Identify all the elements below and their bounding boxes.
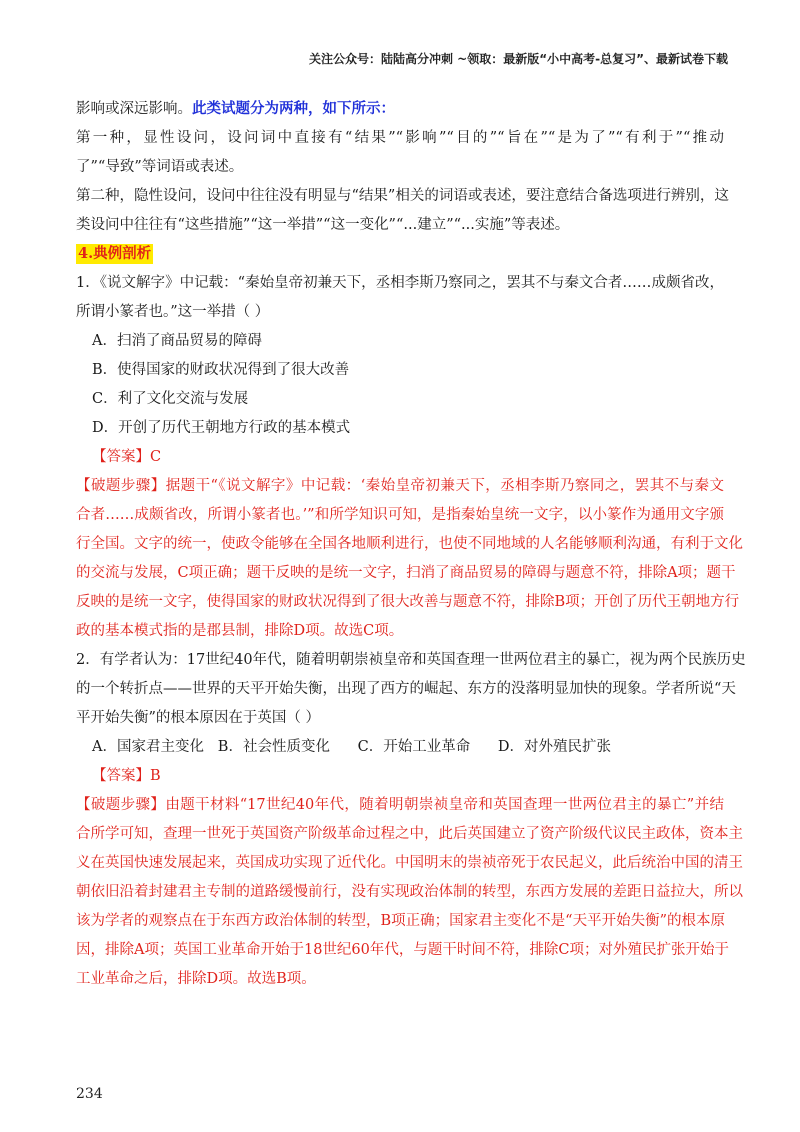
q1-option-d: D．开创了历代王朝地方行政的基本模式	[92, 420, 351, 436]
q2-explain-line-6: 因，排除A项；英国工业革命开始于18世纪60年代，与题干时间不符，排除C项；对外殖民扩张开始于	[76, 942, 729, 958]
q2-explain-line-3: 义在英国快速发展起来，英国成功实现了近代化。中国明末的崇祯帝死于农民起义，此后统治中国的清王	[76, 855, 743, 871]
q1-stem-line-2: 所谓小篆者也。”这一举措（ ）	[76, 304, 270, 320]
q1-option-a: A．扫消了商品贸易的障碍	[92, 333, 262, 349]
q1-explain-line-2: 合者……成颇省改，所谓小篆者也。’”和所学知识可知，是指秦始皇统一文字，以小篆作为通用文字颁	[76, 507, 724, 523]
section-title: 4.典例剖析	[78, 245, 152, 262]
q1-stem-line-1: 1．《说文解字》中记载：“秦始皇帝初兼天下，丞相李斯乃察同之，罢其不与秦文合者……成颇省改，	[76, 275, 724, 291]
second-type-line-1: 第二种，隐性设问，设问中往往没有明显与“结果”相关的词语或表述，要注意结合备选项进行辨别，这	[76, 188, 729, 204]
q2-stem-line-2: 的一个转折点——世界的天平开始失衡，出现了西方的崛起、东方的没落明显加快的现象。学者所说“天	[76, 681, 736, 697]
section-heading	[76, 240, 724, 269]
second-type-line-2: 类设问中往往有“这些措施”“这一举措”“这一变化”“...建立”“...实施”等表述。	[76, 217, 570, 233]
q1-option-b: B．使得国家的财政状况得到了很大改善	[92, 362, 350, 378]
intro-highlight-text: 此类试题分为两种，如下所示：	[192, 100, 395, 117]
q2-explain-line-4: 朝依旧沿着封建君主专制的道路缓慢前行，没有实现政治体制的转型，东西方发展的差距日益拉大，所以	[76, 884, 743, 900]
q2-stem-line-3: 平开始失衡”的根本原因在于英国（ ）	[76, 710, 321, 726]
page-number: 234	[76, 1086, 103, 1102]
q2-explain-line-7: 工业革命之后，排除D项。故选B项。	[76, 971, 316, 987]
q2-stem-line-1: 2．有学者认为：17世纪40年代，随着明朝崇祯皇帝和英国查理一世两位君主的暴亡，视为两个民族历史	[76, 652, 746, 668]
q1-explain-line-4: 的交流与发展，C项正确；题干反映的是统一文字，扫消了商品贸易的障碍与题意不符，排除A项；题干	[76, 565, 736, 581]
first-type-line-1: 第一种，显性设问，设问词中直接有“结果”“影响”“目的”“旨在”“是为了”“有利于”“推动	[76, 130, 724, 146]
q2-answer: 【答案】B	[92, 768, 161, 784]
intro-line-1	[76, 94, 724, 124]
q1-explain-line-5: 反映的是统一文字，使得国家的财政状况得到了很大改善与题意不符，排除B项；开创了历代王朝地方行	[76, 594, 740, 610]
intro-plain-text: 影响或深远影响。	[76, 101, 192, 117]
q2-explain-line-1: 【破题步骤】由题干材料“17世纪40年代，随着明朝崇祯皇帝和英国查理一世两位君主的暴亡”并结	[76, 797, 724, 813]
q2-options: A．国家君主变化 B．社会性质变化 C．开始工业革命 D．对外殖民扩张	[92, 739, 611, 755]
q1-explain-line-3: 行全国。文字的统一，使政令能够在全国各地顺利进行，也使不同地域的人名能够顺利沟通，有利于文化	[76, 536, 743, 552]
page-header: 关注公众号：陆陆高分冲刺 ~领取：最新版“小中高考-总复习”、最新试卷下载	[309, 52, 728, 66]
q2-explain-line-5: 该为学者的观察点在于东西方政治体制的转型，B项正确；国家君主变化不是“天平开始失衡”的根本原	[76, 913, 725, 929]
q1-option-c: C．利了文化交流与发展	[92, 391, 249, 407]
q1-answer: 【答案】C	[92, 449, 162, 465]
q1-explain-line-6: 政的基本模式指的是郡县制，排除D项。故选C项。	[76, 623, 404, 639]
first-type-line-2: 了”“导致”等词语或表述。	[76, 159, 244, 175]
q1-explain-line-1: 【破题步骤】据题干“《说文解字》中记载：‘秦始皇帝初兼天下，丞相李斯乃察同之，罢其不与秦文	[76, 478, 724, 494]
page-content	[76, 94, 746, 994]
q2-explain-line-2: 合所学可知，查理一世死于英国资产阶级革命过程之中，此后英国建立了资产阶级代议民主政体，资本主	[76, 826, 743, 842]
